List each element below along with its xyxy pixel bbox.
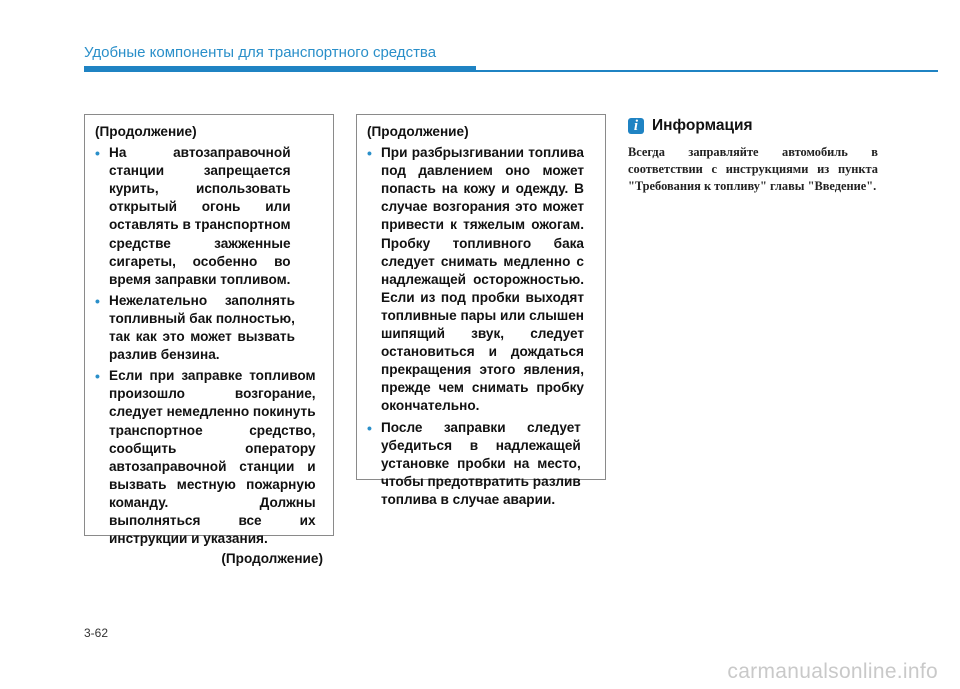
- text-line: На автозаправочной: [109, 145, 291, 161]
- text-line: команду. Должны: [109, 494, 316, 510]
- text-line: оставлять в транспортном: [109, 217, 291, 233]
- text-line: под давлением оно может: [381, 163, 584, 179]
- bullet-item: [367, 419, 595, 509]
- text-line: прекращения этого явления,: [381, 362, 584, 378]
- text-line: чтобы предотвратить разлив: [381, 473, 581, 489]
- text-line: открытый огонь или: [109, 199, 291, 215]
- text-line: попасть на кожу и одежду. В: [381, 181, 584, 197]
- bullet-item: [95, 292, 323, 364]
- text-line: топливные пары или слышен: [381, 307, 584, 323]
- text-line: Пробку топливного бака: [381, 235, 584, 251]
- text-line: разлив бензина.: [109, 347, 220, 363]
- bullet-text: [381, 144, 584, 415]
- bullet-text: [109, 144, 291, 289]
- text-line: окончательно.: [381, 398, 480, 414]
- info-title: Информация: [652, 117, 753, 134]
- bullet-text: [109, 367, 316, 548]
- bullet-text: [381, 419, 581, 509]
- bullet-item: [95, 144, 323, 289]
- info-text: Всегда заправляйте автомобиль в соответствии с инструкциями из пункта "Требования к топливу" главы "Введение".: [628, 145, 878, 193]
- watermark: carmanualsonline.info: [727, 660, 938, 683]
- box-heading: (Продолжение): [367, 124, 469, 139]
- text-line: остановиться и дождаться: [381, 344, 584, 360]
- header-rule-thick: [84, 66, 476, 72]
- text-line: случае возгорания это может: [381, 199, 584, 215]
- text-line: следует снимать медленно с: [381, 253, 584, 269]
- text-line: прежде чем снимать пробку: [381, 380, 584, 396]
- text-line: топливный бак полностью,: [109, 310, 295, 326]
- text-line: инструкции и указания.: [109, 531, 268, 547]
- text-line: сообщить оператору: [109, 440, 316, 456]
- text-line: выполняться все их: [109, 512, 316, 528]
- text-line: транспортное средство,: [109, 422, 316, 438]
- warning-box-middle: [356, 114, 606, 507]
- bullet-list: [95, 144, 323, 548]
- text-line: средстве зажженные: [109, 235, 291, 251]
- text-line: надлежащей осторожностью.: [381, 271, 584, 287]
- warning-box-left: [84, 114, 334, 567]
- bullet-dot: •: [95, 292, 100, 309]
- text-line: убедиться в надлежащей: [381, 437, 581, 453]
- text-line: вызвать местную пожарную: [109, 476, 316, 492]
- text-line: курить, использовать: [109, 181, 291, 197]
- info-header: [628, 117, 753, 135]
- text-line: станции запрещается: [109, 163, 291, 179]
- text-line: Нежелательно заполнять: [109, 292, 295, 308]
- bullet-dot: •: [95, 145, 100, 162]
- text-line: следует немедленно покинуть: [109, 404, 316, 420]
- header-rule-thin: [476, 70, 938, 72]
- bullet-list: [367, 144, 595, 509]
- text-line: Если при заправке топливом: [109, 368, 316, 384]
- text-line: время заправки топливом.: [109, 271, 291, 287]
- continued-label: (Продолжение): [221, 551, 323, 567]
- page-number: 3-62: [84, 626, 109, 640]
- text-line: Если из под пробки выходят: [381, 289, 584, 305]
- box-heading: (Продолжение): [95, 124, 197, 139]
- bullet-dot: •: [95, 368, 100, 385]
- bullet-text: [109, 292, 295, 364]
- section-title: Удобные компоненты для транспортного средства: [84, 44, 437, 61]
- bullet-dot: •: [367, 145, 372, 162]
- text-line: так как это может вызвать: [109, 329, 295, 345]
- text-line: привести к тяжелым ожогам.: [381, 217, 584, 233]
- text-line: автозаправочной станции и: [109, 458, 316, 474]
- info-icon: i: [628, 118, 644, 134]
- bullet-item: [95, 367, 323, 548]
- bullet-item: [367, 144, 595, 415]
- text-line: сигареты, особенно во: [109, 253, 291, 269]
- text-line: После заправки следует: [381, 419, 581, 435]
- text-line: При разбрызгивании топлива: [381, 145, 584, 161]
- text-line: топлива в случае аварии.: [381, 491, 556, 507]
- text-line: шипящий звук, следует: [381, 326, 584, 342]
- bullet-dot: •: [367, 419, 372, 436]
- text-line: произошло возгорание,: [109, 386, 316, 402]
- text-line: установке пробки на место,: [381, 455, 581, 471]
